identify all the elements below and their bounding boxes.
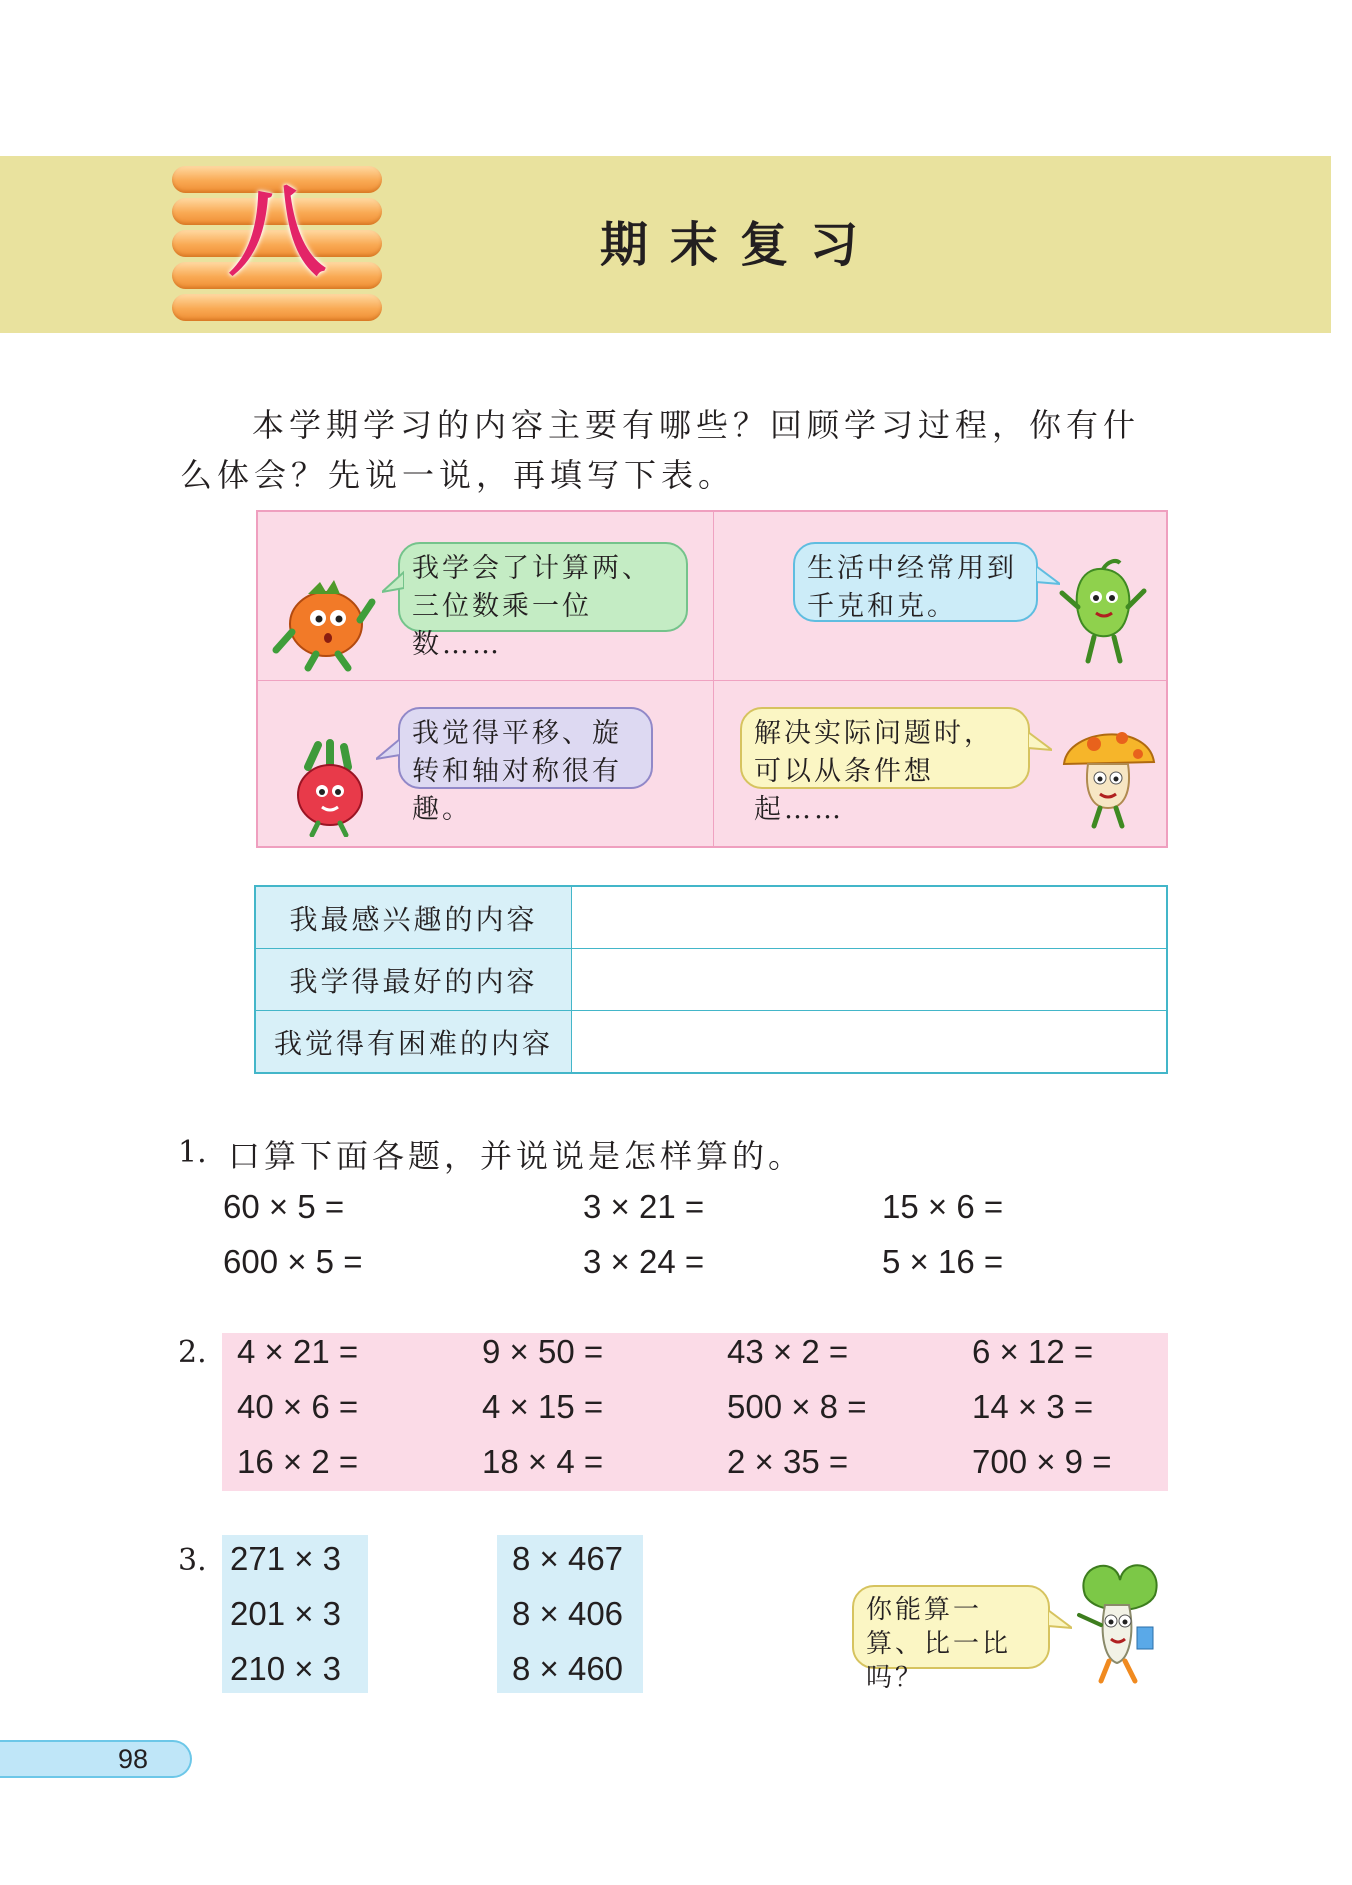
table-answer-cell[interactable] (572, 886, 1168, 949)
bubble-tail-icon (376, 737, 400, 763)
exercise-1-number: 1. (178, 1135, 207, 1170)
exercise-3-number: 3. (178, 1543, 207, 1578)
exercise-2-item: 2 × 35 = (727, 1443, 849, 1480)
speech-bubble-radish (398, 707, 653, 825)
exercise-2-item: 16 × 2 = (237, 1443, 359, 1480)
table-row (255, 886, 1167, 949)
reflection-table (254, 885, 1168, 1074)
exercise-2-item: 43 × 2 = (727, 1333, 849, 1370)
speech-text: 你能算一算、比一比吗？ (866, 1595, 1012, 1693)
exercise-1-item: 3 × 21 = (583, 1188, 705, 1225)
chapter-number-badge (172, 158, 382, 328)
speech-text: 解决实际问题时，可以从条件想起…… (754, 718, 994, 825)
table-row-label: 我觉得有困难的内容 (255, 1011, 572, 1074)
exercise-2-number: 2. (178, 1335, 207, 1370)
panel-divider (258, 680, 1166, 681)
speech-panel (256, 510, 1168, 848)
radish-character-icon (278, 737, 378, 837)
bubble-tail-icon (1036, 564, 1060, 590)
exercise-3-item: 8 × 467 (512, 1540, 624, 1577)
chapter-numeral: 八 (227, 176, 326, 290)
exercise-2-item: 9 × 50 = (482, 1333, 604, 1370)
panel-divider (713, 512, 714, 846)
table-row (255, 949, 1167, 1011)
intro-paragraph (180, 400, 1180, 500)
exercise-2-item: 4 × 15 = (482, 1388, 604, 1425)
table-row-label: 我学得最好的内容 (255, 949, 572, 1011)
exercise-2-item: 40 × 6 = (237, 1388, 359, 1425)
table-row-label: 我最感兴趣的内容 (255, 886, 572, 949)
exercise-1-item: 600 × 5 = (223, 1243, 363, 1280)
speech-text: 我学会了计算两、三位数乘一位数…… (412, 553, 652, 660)
exercise-2-item: 6 × 12 = (972, 1333, 1094, 1370)
bubble-tail-icon (1028, 730, 1052, 756)
pepper-character-icon (1058, 557, 1148, 667)
mushroom-character-icon (1058, 712, 1158, 832)
exercise-1-item: 3 × 24 = (583, 1243, 705, 1280)
intro-line: 本学期学习的内容主要有哪些？回顾学习过程，你有什 (252, 406, 1141, 444)
speech-bubble-pepper (793, 542, 1038, 622)
exercise-1-item: 5 × 16 = (882, 1243, 1004, 1280)
exercise-1-item: 15 × 6 = (882, 1188, 1004, 1225)
speech-text: 我觉得平移、旋转和轴对称很有趣。 (412, 718, 622, 825)
exercise-2-item: 500 × 8 = (727, 1388, 867, 1425)
table-answer-cell[interactable] (572, 1011, 1168, 1074)
table-answer-cell[interactable] (572, 949, 1168, 1011)
exercise-3-item: 8 × 406 (512, 1595, 624, 1632)
intro-line: 么体会？先说一说，再填写下表。 (180, 456, 736, 494)
exercise-3-item: 8 × 460 (512, 1650, 624, 1687)
exercise-2-item: 14 × 3 = (972, 1388, 1094, 1425)
exercise-2-item: 700 × 9 = (972, 1443, 1112, 1480)
exercise-3-item: 210 × 3 (230, 1650, 342, 1687)
chapter-title: 期末复习 (600, 217, 881, 273)
cabbage-character-icon (1065, 1555, 1170, 1685)
tomato-character-icon (268, 572, 378, 672)
exercise-3-item: 271 × 3 (230, 1540, 342, 1577)
page-number: 98 (118, 1744, 149, 1774)
exercise-1-item: 60 × 5 = (223, 1188, 345, 1225)
exercise-3-item: 201 × 3 (230, 1595, 342, 1632)
speech-text: 生活中经常用到千克和克。 (807, 553, 1017, 622)
table-row (255, 1011, 1167, 1074)
exercise-2-item: 4 × 21 = (237, 1333, 359, 1370)
exercise-1-instruction: 口算下面各题，并说说是怎样算的。 (228, 1137, 805, 1175)
bubble-tail-icon (382, 570, 404, 596)
speech-bubble-tomato (398, 542, 688, 660)
speech-bubble-mushroom (740, 707, 1030, 825)
exercise-2-item: 18 × 4 = (482, 1443, 604, 1480)
speech-bubble-hint (852, 1585, 1050, 1693)
